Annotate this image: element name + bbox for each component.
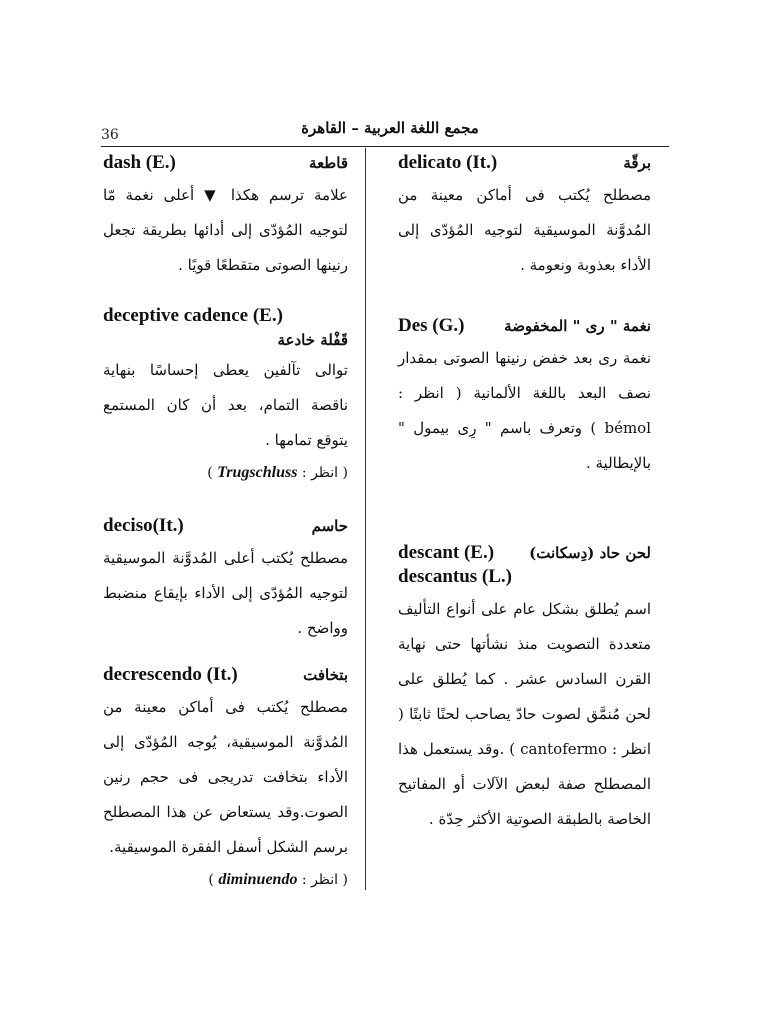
page-number: 36 bbox=[101, 127, 119, 143]
entry-definition: توالى تآلفين يعطى إحساسًا بنهاية ناقصة التمام، بعد أن كان المستمع يتوقع تمامها . bbox=[103, 361, 348, 449]
entry-deceptive-cadence bbox=[103, 305, 348, 488]
entry-definition: مصطلح يُكتب فى أماكن معينة من المُدوَّنة الموسيقية، يُوجه المُؤدّى إلى الأداء بتخافت تدريجى فى حجم رنين الصوت.وقد يستعاض عن هذا المصطلح برسم الشكل أسفل الفقرة الموسيقية. bbox=[103, 698, 348, 856]
entry-arabic-term: بتخافت bbox=[303, 666, 348, 684]
entry-definition: نغمة رى بعد خفض رنينها الصوتى بمقدار نصف البعد باللغة الألمانية ( انظر : bémol ) وتعرف باسم " رِى بيمول " بالإيطالية . bbox=[398, 349, 651, 472]
entry-cross-reference: ( انظر : Trugschluss ) bbox=[207, 464, 348, 481]
entry-term: delicato (It.) bbox=[398, 152, 498, 173]
header-rule bbox=[101, 146, 669, 147]
entry-definition: مصطلح يُكتب فى أماكن معينة من المُدوَّنة الموسيقية لتوجيه المُؤدّى إلى الأداء بعذوبة ونعومة . bbox=[398, 186, 651, 274]
entry-des bbox=[398, 315, 651, 481]
ref-term: Trugschluss bbox=[217, 464, 298, 481]
entry-delicato bbox=[398, 152, 651, 283]
entry-arabic-term: قاطعة bbox=[309, 154, 348, 172]
entry-term: deciso(It.) bbox=[103, 515, 184, 536]
entry-descant bbox=[398, 542, 651, 837]
entry-term: decrescendo (It.) bbox=[103, 664, 238, 685]
entry-term: deceptive cadence (E.) bbox=[103, 305, 283, 326]
entry-term: descant (E.) bbox=[398, 542, 495, 563]
entry-term: dash (E.) bbox=[103, 152, 176, 173]
entry-arabic-term: برقّة bbox=[623, 154, 651, 172]
entry-decrescendo bbox=[103, 664, 348, 895]
column-divider bbox=[365, 148, 366, 890]
entry-term: Des (G.) bbox=[398, 315, 465, 336]
ref-term: diminuendo bbox=[218, 871, 298, 888]
entry-arabic-term: قَفْلة خادعة bbox=[277, 331, 348, 349]
entry-cross-reference: ( انظر : diminuendo ) bbox=[208, 871, 348, 888]
entry-definition: علامة ترسم هكذا ▼ أعلى نغمة مّا لتوجيه المُؤدّى إلى أدائها بطريقة تجعل رنينها الصوتى متقطعًا قويًا . bbox=[103, 186, 348, 274]
running-header: مجمع اللغة العربية – القاهرة bbox=[301, 119, 479, 137]
entry-deciso bbox=[103, 515, 348, 646]
entry-definition: مصطلح يُكتب أعلى المُدوَّنة الموسيقية لتوجيه المُؤدّى إلى الأداء بإيقاع منضبط وواضح . bbox=[103, 549, 348, 637]
entry-dash bbox=[103, 152, 348, 283]
ref-label: انظر : bbox=[301, 465, 339, 481]
ref-label: انظر : bbox=[301, 872, 339, 888]
entry-arabic-term: حاسم bbox=[311, 517, 348, 535]
entry-arabic-term: لحن حاد (دِسكانت) bbox=[529, 544, 651, 562]
entry-arabic-term: نغمة " رى " المخفوضة bbox=[504, 317, 651, 335]
entry-term-latin: descantus (L.) bbox=[398, 566, 513, 587]
entry-definition: اسم يُطلق بشكل عام على أنواع التأليف متعددة التصويت منذ نشأتها حتى نهاية القرن السادس عشر . كما يُطلق على لحن مُنمَّق لصوت حادّ يصاحب لحنًا ثابتًا ( انظر : cantofermo ) .وقد يستعمل هذا المصطلح صفة لبعض الآلات أو المفاتيح الخاصة بالطبقة الصوتية الأكثر حِدّة . bbox=[398, 600, 651, 828]
